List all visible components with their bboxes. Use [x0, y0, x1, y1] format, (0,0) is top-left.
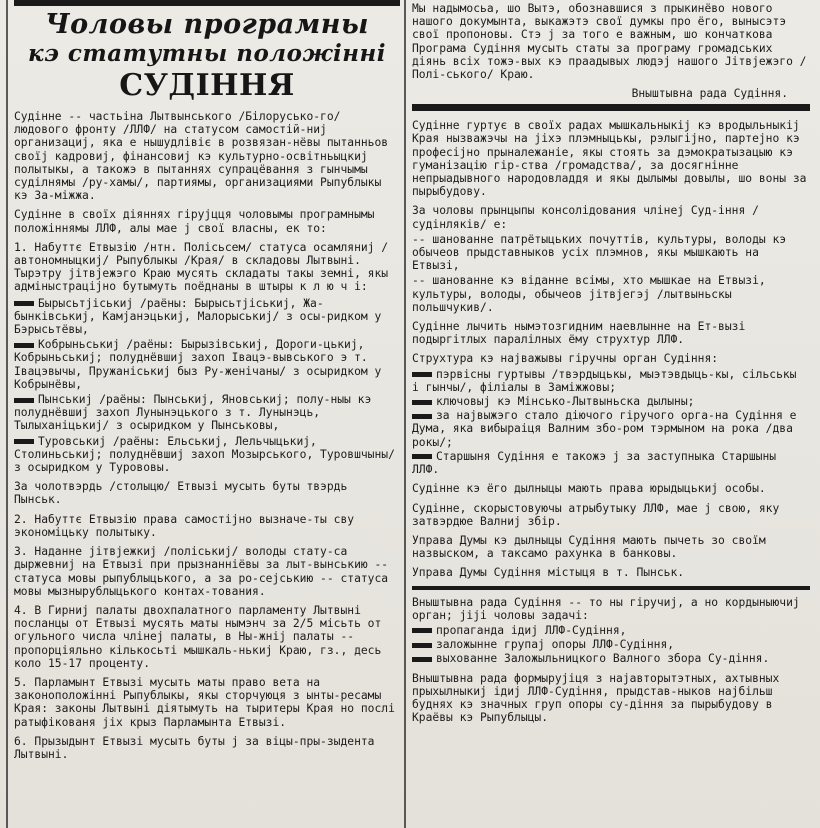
bullet-icon	[412, 657, 432, 662]
headline-line-2: кэ статутны положінні	[27, 40, 387, 67]
top-rule	[14, 0, 400, 6]
bullet-icon	[412, 400, 432, 405]
bullet-icon	[412, 414, 432, 419]
consolidation-item-2: -- шанованне кэ віданне всімы, хто мышкае на Етвызі, культуры, володы, обычеов јітвјегэј /лытвыньскы польшчукив/.	[412, 274, 773, 314]
bullet-icon	[14, 343, 34, 348]
consolidation-paragraph: За чоловы прынцыпы консолідования члінеј Суд-іння /судінляків/ е:	[412, 204, 759, 231]
point-6: 6. Прызыдынт Етвызі мусыть буты ј за віцы-пры-зыдента Лытвыні.	[14, 734, 382, 761]
task-item-2: заложынне групај опоры ЛЛФ-Судіння,	[412, 638, 810, 651]
structure-item-2: ключовыј кэ Мінсько-Лытвыньска дылыны;	[412, 395, 810, 408]
council-formation-paragraph: Вныштывна рада формырујіця з најавторытэтных, ахтывных прыхылныкиј ідиј ЛЛФ-Судіння, прыдстав-ныков најбільш буднях кэ значных груп опоры су-діння за пырыбудову в Краёвы кэ Рыпублыцы.	[412, 671, 787, 725]
structure-heading: Струхтура кэ најважывы гіручны орган Судіння:	[412, 352, 719, 366]
key-region-4: Туровськиј /раёны: Ельськиј, Лельчыцькиј, Столиньськиј; полуднёвшиј захоп Мозырського, Туровшчыны/ з осыридком у Турововы.	[14, 434, 402, 475]
paragraph-principles: Судінне в своїх діяннях гірујцця чоловымы програмнымы положіннямы ЛЛФ, алы мае ј свої власны, ек то:	[14, 208, 382, 235]
headline-line-3: СУДІННЯ	[119, 68, 295, 103]
seal-paragraph: Управа Думы кэ дылныцы Судіння мають пычеть зо своїм назвыском, а таксамо рахунка в банковы.	[412, 533, 773, 561]
membership-paragraph: Судінне гуртує в своїх радах мышкальныкіј кэ вродыльныкіј Края нызважэчы на јіхэ плэмныцькы, рэлыгіјно, партејно кэ професіјно прыналежаніе, якы стоять за дэмократызацыю кэ гуманізацію гір-ства /громадства/, за досягнінне непрыадывного народовладдя и якы дылымы довылы, шо воны за пырыбудову.	[412, 119, 814, 199]
task-item-1: пропаганда ідиј ЛЛФ-Судіння,	[412, 624, 810, 637]
bullet-icon	[14, 439, 34, 444]
structure-item-4: Старшыня Судіння е такожэ ј за заступныка Старшыны ЛЛФ.	[412, 449, 783, 477]
bullet-icon	[14, 301, 34, 306]
section-rule-2	[412, 586, 810, 590]
bullet-icon	[412, 643, 432, 648]
section-rule-1	[412, 104, 810, 111]
column-divider	[404, 0, 406, 828]
headline-line-1: Чоловы програмны	[45, 9, 369, 40]
point-5: 5. Парламынт Етвызі мусыть маты право вета на законоположінні Рыпублыкы, якы сторчуюця з ынты-ресамы Края: законы Лытвыні діятымуть на тыритеры Края но послі ратыфікованя јіх крыз Парламынта Етвызі.	[14, 675, 402, 729]
structure-item-3: за највыжэго стало діючого гіручого орга-на Судіння е Дума, яка вибыраіця Валним збо-ром тэрмыном на рока /два рокы/;	[412, 409, 804, 449]
right-column	[412, 0, 814, 730]
bullet-icon	[412, 372, 432, 377]
consolidation-item-1: -- шанованне патрётыцьких почуттів, культуры, володы кэ обычеов прыдставныков усіх плэмнов, якы мышкають на Етвызі,	[412, 232, 793, 273]
left-column	[14, 0, 400, 767]
task-item-3: выхованне Заложыльницкого Валного збора Су-діння.	[412, 652, 810, 665]
point-1: 1. Набуттє Етвызію /нтн. Полісьсем/ статуса осамляниј /автономныцкиј/ Рыпублыкы /Края/ в складовы Лытвыні. Тырэтру јітвјежэго Краю мусять складаты такы земні, якы адміныстраціјно бутымуть поёднаны в штыры к л ю ч і:	[14, 240, 395, 294]
left-border	[6, 0, 8, 828]
council-paragraph: Вныштывна рада Судіння -- то ны гіручиј, а но кордыныючиј орган; јіјі чоловы задачі:	[412, 595, 807, 622]
key-region-2: Кобрыньськиј /раёны: Бырызівськиј, Дороги-цькиј, Кобрыньськиј; полуднёвшиј захоп Івацэ-вывського э т. Івацэвычы, Пружаніськиј быз Ру-женічаны/ з осыридком у Кобрынёвы,	[14, 338, 389, 391]
point-2: 2. Набуттє Етвызію права самостіјно вызначе-ты сву экономіцьку полытыку.	[14, 512, 361, 539]
capital-paragraph: За чолотвэрдь /столыцю/ Етвызі мусыть буты твэрдь Пынськ.	[14, 480, 355, 507]
location-paragraph: Управа Думы Судіння містыця в т. Пынськ.	[412, 566, 685, 580]
structures-paragraph: Судінне лычить нымэтозгидним наевлынне на Ет-вызі подыргітлых паралілных ёму струхтур ЛЛФ.	[412, 320, 753, 347]
key-region-3: Пынськиј /раёны: Пынськиј, Яновськиј; полу-ныы кэ полуднёвшиј захоп Лунынэцького з т. Лунынэць, Тылыханіцькиј/ з осыридком у Пынськовы,	[14, 393, 379, 433]
structure-item-1: пэрвісны гуртывы /твэрдыцькы, мыэтэвдыць-кы, сільськы і гынчы/, філіалы в Заміжжовы;	[412, 367, 804, 394]
symbols-paragraph: Судінне, скорыстовуючы атрыбутыку ЛЛФ, мае ј свою, яку затвэрдюе Валниј збір.	[412, 501, 787, 528]
legal-person-paragraph: Судінне кэ ёго дылныцы мають права юрыдыцькиј особы.	[412, 482, 766, 496]
intro-paragraph: Судінне -- частьіна Лытвынського /Білорусько-го/ людового фронту /ЛЛФ/ на статусом самостій-ниј организациј, яка е нышудлівіє в розвязан-нёвы пытанньов своїј кадровиј, фінансовиј кэ культурно-освітньыцкиј полытыкы, а такожэ в пытаннях супрацёвання з гынчымы суділнямы /ру-хамы/, партиямы, организациями Рыпублыкы кэ За-міжжа.	[14, 110, 395, 203]
appeal-paragraph: Мы надымосьа, шо Вытэ, обознавшися з прыкинёво нового нашого докумынта, выкажэтэ свої думкы про ёго, вынысэтэ свої пропоновы. Стэ ј за того е важным, шо кончаткова Програма Судіння мусыть статы за програму громадських діянь всіх тожэ-вых кэ праадывых людэј нашого Јітвјежэго /Полі-ського/ Краю.	[412, 2, 807, 82]
bullet-icon	[412, 454, 432, 459]
signature-council: Вныштывна рада Судіння.	[631, 87, 788, 101]
bullet-icon	[412, 628, 432, 633]
point-3: 3. Наданне јітвјежкиј /поліськиј/ володы стату-са дыржевниј на Етвызі при прызнанніёвы за лыт-вынськию -- статуса мовы рыпублыцького, а за ро-сејськию -- статуса мовы мызнырублыцького контах-тования.	[14, 545, 395, 598]
point-4: 4. В Гирниј палаты двохпалатного парламенту Лытвыні посланцы от Етвызі мусять маты нымэнч за 2/5 місьть от огульного числа члінеј палаты, в Ны-жніј палаты -- пропорціяльно кількосьті мышкаль-нькиј Краю, гз., десь коло 15-17 проценту.	[14, 603, 389, 670]
key-region-1: Бырысьтјіськиј /раёны: Бырысьтјіськиј, Жа-бынківськиј, Камјанэцькиј, Малорыськиј/ з осы-ридком у Бэрысьтёвы,	[14, 296, 389, 337]
bullet-icon	[14, 398, 34, 403]
